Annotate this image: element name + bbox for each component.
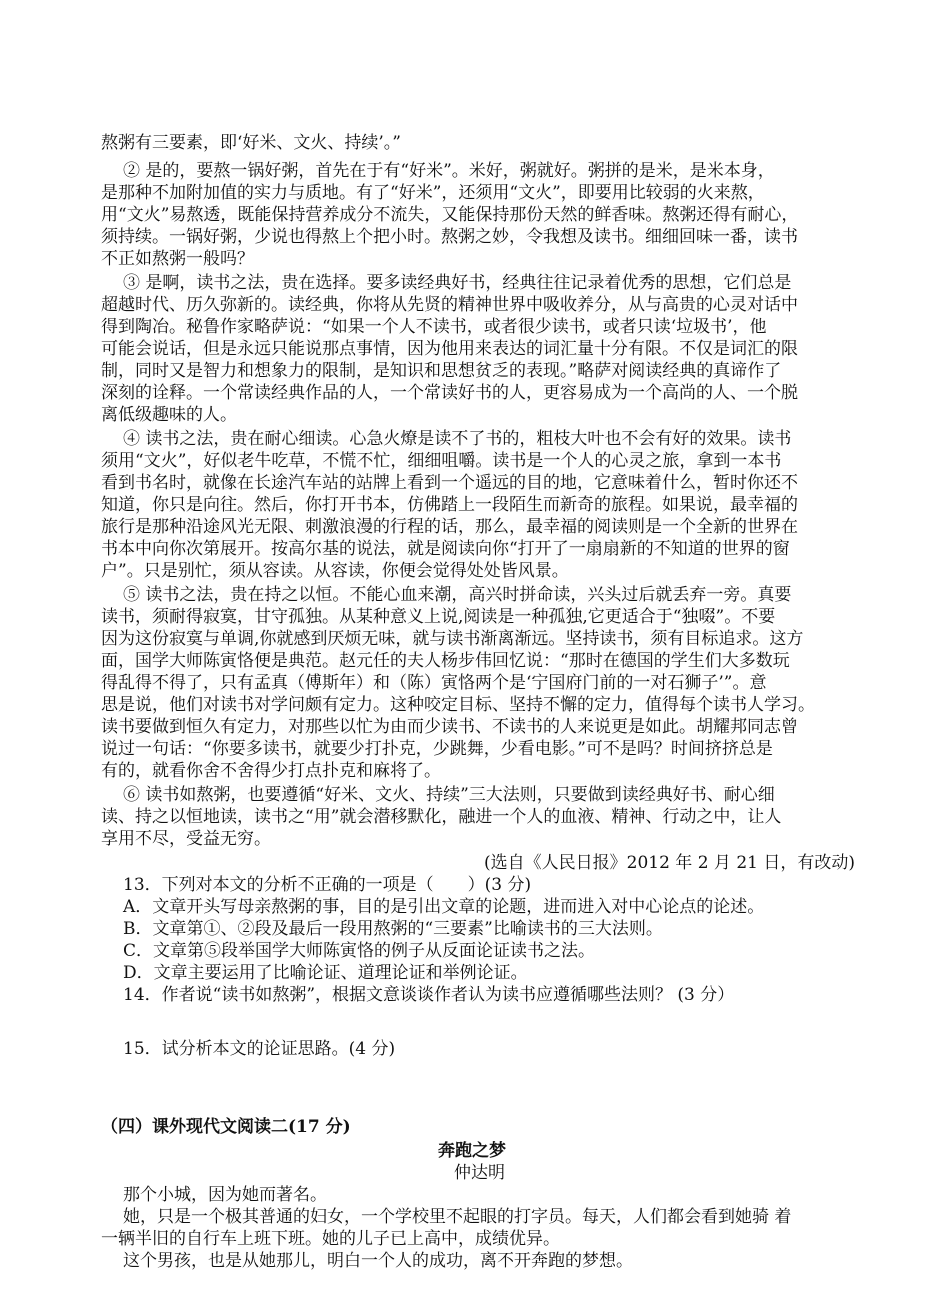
question-13: 13．下列对本文的分析不正确的一项是（ ）(3 分) (123, 875, 532, 895)
article-line: 超越时代、历久弥新的。读经典，你将从先贤的精神世界中吸收养分，从与高贵的心灵对话中 (101, 295, 798, 315)
article-line: 旅行是那种沿途风光无限、刺激浪漫的行程的话，那么，最幸福的阅读则是一个全新的世界在 (101, 517, 798, 537)
article-line: 得乱得不得了，只有孟真（傅斯年）和（陈）寅恪两个是‘宁国府门前的一对石狮子’”。意 (101, 673, 767, 693)
article-line: 用“文火”易熬透，既能保持营养成分不流失，又能保持那份天然的鲜香味。熬粥还得有耐心， (101, 205, 799, 225)
article-line: ④ 读书之法，贵在耐心细读。心急火燎是读不了书的，粗枝大叶也不会有好的效果。读书 (123, 429, 792, 449)
article-line: 有的，就看你舍不舍得少打点扑克和麻将了。 (101, 761, 441, 781)
article-line: 看到书名时，就像在长途汽车站的站牌上看到一个遥远的目的地，它意味着什么，暂时你还不 (101, 473, 798, 493)
article-line: 不正如熬粥一般吗？ (101, 249, 254, 269)
article-line: 读书，须耐得寂寞，甘守孤独。从某种意义上说,阅读是一种孤独,它更适合于“独啜”。不要 (101, 607, 776, 627)
article-line: 因为这份寂寞与单调,你就感到厌烦无味，就与读书渐离渐远。坚持读书，须有目标追求。这方 (101, 629, 804, 649)
article-line: 读书要做到恒久有定力，对那些以忙为由而少读书、不读书的人来说更是如此。胡耀邦同志曾 (101, 717, 798, 737)
article-line: 面，国学大师陈寅恪便是典范。赵元任的夫人杨步伟回忆说：“那时在德国的学生们大多数玩 (101, 651, 790, 671)
article-line: 知道，你只是向往。然后，你打开书本，仿佛踏上一段陌生而新奇的旅程。如果说，最幸福的 (101, 495, 798, 515)
article-line: ③ 是啊，读书之法，贵在选择。要多读经典好书，经典往往记录着优秀的思想，它们总是 (123, 273, 792, 293)
question-15: 15．试分析本文的论证思路。(4 分) (123, 1039, 396, 1059)
article-line: 离低级趣味的人。 (101, 405, 237, 425)
story-line: 那个小城，因为她而著名。 (123, 1185, 327, 1205)
article-line: 可能会说话，但是永远只能说那点事情，因为他用来表达的词汇量十分有限。不仅是词汇的限 (101, 339, 798, 359)
article-line: 制，同时又是智力和想象力的限制，是知识和思想贫乏的表现。”略萨对阅读经典的真谛作了 (101, 361, 782, 381)
question-14: 14．作者说“读书如熬粥”，根据文意谈谈作者认为读书应遵循哪些法则？ (3 分） (123, 985, 735, 1005)
article-line: 户”。只是别忙，须从容读。从容读，你便会觉得处处皆风景。 (101, 561, 569, 581)
article-line: 须持续。一锅好粥，少说也得熬上个把小时。熬粥之妙，令我想及读书。细细回味一番，读书 (101, 227, 798, 247)
article-line: 思是说，他们对读书对学问颇有定力。这种咬定目标、坚持不懈的定力，值得每个读书人学习。 (101, 695, 815, 715)
story-line: 她，只是一个极其普通的妇女，一个学校里不起眼的打字员。每天，人们都会看到她骑 着 (123, 1207, 792, 1227)
story-line: 一辆半旧的自行车上班下班。她的儿子已上高中，成绩优异。 (101, 1229, 560, 1249)
article-line: 得到陶冶。秘鲁作家略萨说：“如果一个人不读书，或者很少读书，或者只读‘垃圾书’，他 (101, 317, 767, 337)
article-line: 熬粥有三要素，即‘好米、文火、持续’。” (101, 133, 401, 153)
story-line: 这个男孩，也是从她那儿，明白一个人的成功，离不开奔跑的梦想。 (123, 1251, 633, 1271)
article-line: ⑥ 读书如熬粥，也要遵循“好米、文火、持续”三大法则，只要做到读经典好书、耐心细 (123, 785, 775, 805)
story-author: 仲达明 (454, 1163, 505, 1183)
article-line: 是那种不加附加值的实力与质地。有了“好米”，还须用“文火”，即要用比较弱的火来熬， (101, 183, 765, 203)
article-line: 说过一句话：“你要多读书，就要少打扑克，少跳舞，少看电影。”可不是吗？时间挤挤总是 (101, 739, 773, 759)
article-line: 须用“文火”，好似老牛吃草，不慌不忙，细细咀嚼。读书是一个人的心灵之旅，拿到一本书 (101, 451, 782, 471)
article-line: 读、持之以恒地读，读书之“用”就会潜移默化，融进一个人的血液、精神、行动之中，让人 (101, 807, 782, 827)
article-source: (选自《人民日报》2012 年 2 月 21 日，有改动) (484, 853, 855, 873)
story-title: 奔跑之梦 (438, 1141, 506, 1161)
option-b: B．文章第①、②段及最后一段用熬粥的“三要素”比喻读书的三大法则。 (123, 919, 663, 939)
article-line: ⑤ 读书之法，贵在持之以恒。不能心血来潮，高兴时拼命读，兴头过后就丢弃一旁。真要 (123, 585, 792, 605)
option-c: C．文章第⑤段举国学大师陈寅恪的例子从反面论证读书之法。 (123, 941, 596, 961)
article-line: 书本中向你次第展开。按高尔基的说法，就是阅读向你“打开了一扇扇新的不知道的世界的窗 (101, 539, 790, 559)
article-line: 享用不尽，受益无穷。 (101, 829, 271, 849)
option-a: A．文章开头写母亲熬粥的事，目的是引出文章的论题，进而进入对中心论点的论述。 (123, 897, 765, 917)
article-line: ② 是的，要熬一锅好粥，首先在于有“好米”。米好，粥就好。粥拼的是米，是米本身， (123, 161, 775, 181)
option-d: D．文章主要运用了比喻论证、道理论证和举例论证。 (123, 963, 528, 983)
article-line: 深刻的诠释。一个常读经典作品的人，一个常读好书的人，更容易成为一个高尚的人、一个脱 (101, 383, 798, 403)
section-heading: （四）课外现代文阅读二(17 分) (101, 1117, 351, 1137)
